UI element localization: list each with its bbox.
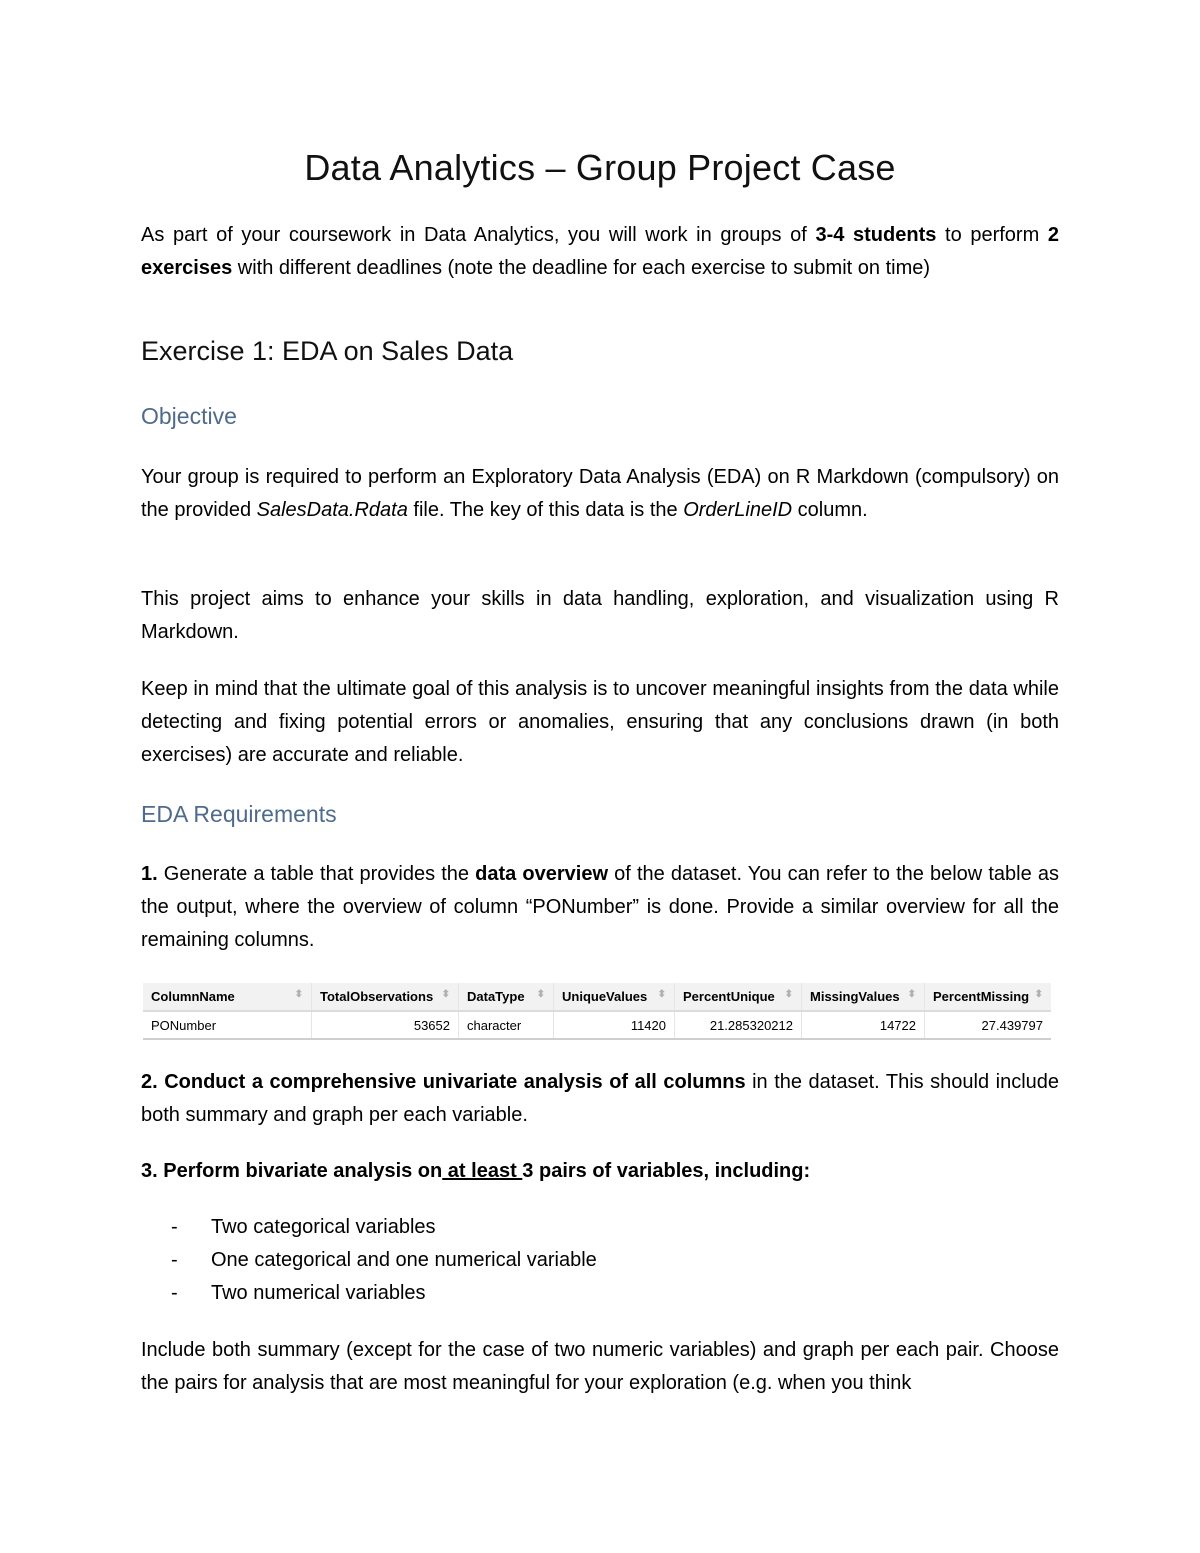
objective-heading: Objective — [141, 403, 237, 429]
requirement-emphasis: 3 pairs of variables, including: — [522, 1160, 811, 1182]
requirement-text: Generate a table that provides the — [157, 863, 476, 885]
key-column-name: OrderLineID — [683, 499, 793, 521]
bullet-dash: - — [171, 1216, 178, 1238]
column-header-label: UniqueValues — [562, 989, 648, 1004]
column-header-label: TotalObservations — [320, 989, 434, 1004]
objective-paragraph-3: Keep in mind that the ultimate goal of this analysis is to uncover meaningful insights from the data while detecting and fixing potential errors or anomalies, ensuring that any conclusions drawn (in both exercises) are accurate and reliable. — [141, 678, 1059, 766]
column-header[interactable] — [675, 983, 802, 1011]
document-title: Data Analytics – Group Project Case — [304, 147, 896, 188]
requirement-emphasis: 2. Conduct a comprehensive univariate analysis of all columns — [141, 1071, 746, 1093]
column-header[interactable] — [554, 983, 675, 1011]
requirement-3 — [141, 1155, 1059, 1188]
table-row — [143, 1011, 1051, 1039]
sort-icon[interactable]: ⬍ — [907, 989, 916, 1000]
list-item — [171, 1277, 597, 1310]
intro-exercise-count: 2 exercises — [141, 224, 1059, 279]
exercise1-heading: Exercise 1: EDA on Sales Data — [141, 336, 514, 366]
intro-text: to perform — [936, 224, 1048, 246]
overview-table — [143, 983, 1051, 1040]
column-header-label: MissingValues — [810, 989, 900, 1004]
column-header[interactable] — [312, 983, 459, 1011]
column-header-label: ColumnName — [151, 989, 235, 1004]
sort-icon[interactable]: ⬍ — [536, 989, 545, 1000]
sort-icon[interactable]: ⬍ — [657, 989, 666, 1000]
intro-text: As part of your coursework in Data Analytics, you will work in groups of — [141, 224, 816, 246]
list-item — [171, 1244, 597, 1277]
table-cell: 21.285320212 — [675, 1011, 802, 1039]
bullet-dash: - — [171, 1249, 178, 1271]
sort-icon[interactable]: ⬍ — [294, 989, 303, 1000]
column-header[interactable] — [459, 983, 554, 1011]
objective-text: file. The key of this data is the — [407, 499, 684, 521]
requirement-text: of the dataset. You can refer to the below table as the output, where the overview of column “PONumber” is done. Provide a similar overview for all the remaining columns. — [141, 863, 1059, 951]
requirement-number: 1. — [141, 863, 158, 885]
requirement-underlined: at least — [442, 1160, 523, 1182]
requirement-1 — [141, 858, 1059, 957]
column-header-label: DataType — [467, 989, 525, 1004]
table-cell: 27.439797 — [925, 1011, 1052, 1039]
requirement-text: in the dataset. This should include both summary and graph per each variable. — [141, 1071, 1060, 1126]
column-header[interactable] — [143, 983, 312, 1011]
list-item-text: One categorical and one numerical variable — [211, 1249, 597, 1271]
requirements-heading: EDA Requirements — [141, 801, 337, 827]
table-cell: 11420 — [554, 1011, 675, 1039]
list-item-text: Two categorical variables — [211, 1216, 436, 1238]
sort-icon[interactable]: ⬍ — [1034, 989, 1043, 1000]
table-cell: PONumber — [143, 1011, 312, 1039]
objective-paragraph-2: This project aims to enhance your skills in data handling, exploration, and visualization using R Markdown. — [141, 588, 1059, 643]
intro-text: with different deadlines (note the deadline for each exercise to submit on time) — [232, 257, 931, 279]
requirement-emphasis: 3. Perform bivariate analysis on — [141, 1160, 443, 1182]
list-item — [171, 1211, 597, 1244]
closing-paragraph: Include both summary (except for the case of two numeric variables) and graph per each pair. Choose the pairs for analysis that are most meaningful for your exploration (e.g. when you think — [141, 1339, 1059, 1394]
requirement-2 — [141, 1066, 1059, 1132]
sort-icon[interactable]: ⬍ — [784, 989, 793, 1000]
table-cell: character — [459, 1011, 554, 1039]
table-cell: 14722 — [802, 1011, 925, 1039]
column-header-label: PercentMissing — [933, 989, 1030, 1004]
objective-text: column. — [792, 499, 868, 521]
overview-table-header-row — [143, 983, 1051, 1011]
intro-paragraph — [141, 219, 1059, 285]
column-header-label: PercentUnique — [683, 989, 775, 1004]
objective-text: Your group is required to perform an Exploratory Data Analysis (EDA) on R Markdown (compulsory) on the provided — [141, 466, 1059, 521]
bullet-dash: - — [171, 1282, 178, 1304]
data-file-name: SalesData.Rdata — [256, 499, 408, 521]
requirement-emphasis: data overview — [475, 863, 609, 885]
column-header[interactable] — [925, 983, 1052, 1011]
table-cell: 53652 — [312, 1011, 459, 1039]
objective-paragraph-1 — [141, 461, 1059, 527]
list-item-text: Two numerical variables — [211, 1282, 426, 1304]
sort-icon[interactable]: ⬍ — [441, 989, 450, 1000]
intro-group-size: 3-4 students — [815, 224, 937, 246]
column-header[interactable] — [802, 983, 925, 1011]
variable-pairs-list — [171, 1211, 597, 1310]
